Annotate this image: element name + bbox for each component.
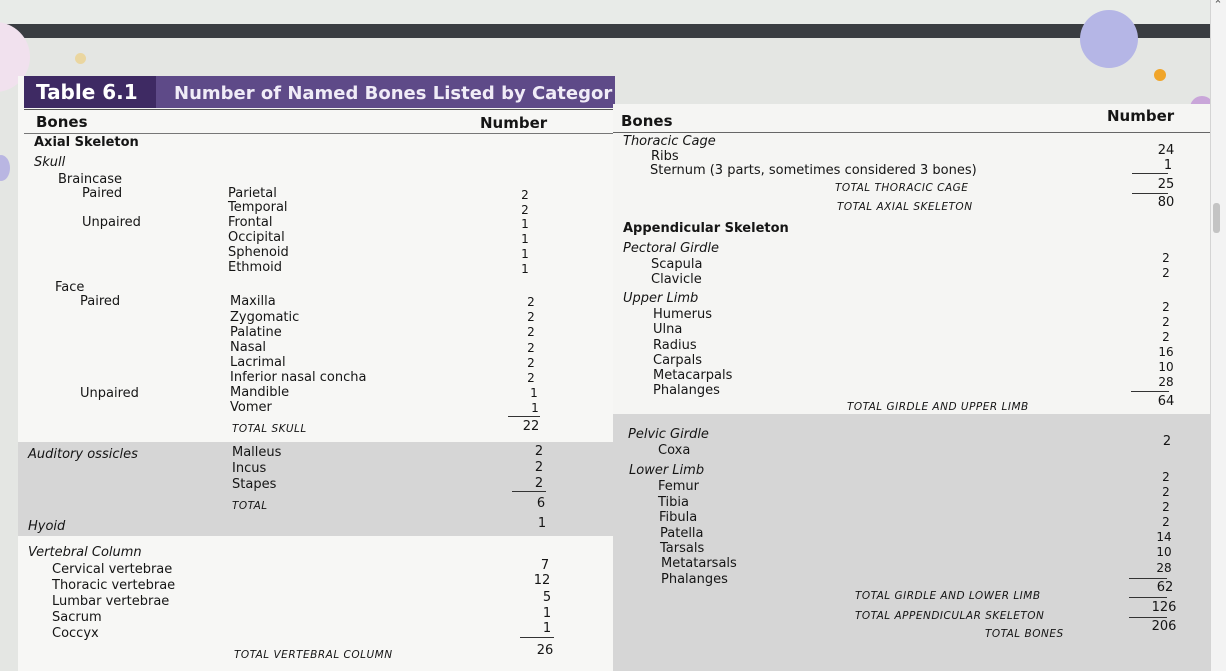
total-thoracic-label: TOTAL THORACIC CAGE [835, 182, 969, 194]
top-band [0, 0, 1210, 24]
bone-count: 1 [542, 606, 552, 621]
bone-name: Thoracic vertebrae [52, 578, 176, 593]
total-appendicular-label: TOTAL APPENDICULAR SKELETON [855, 610, 1045, 622]
bone-name: Cervical vertebrae [52, 562, 173, 577]
total-appendicular-count: 126 [1151, 600, 1177, 615]
sum-rule [1132, 173, 1168, 174]
bone-name: Sacrum [52, 610, 102, 625]
bone-count: 2 [534, 476, 544, 491]
bone-name: Malleus [232, 445, 282, 460]
total-upper-count: 64 [1157, 394, 1175, 409]
bone-count: 2 [1162, 515, 1170, 529]
total-bones-label: TOTAL BONES [985, 628, 1064, 640]
scrollbar-thumb[interactable] [1213, 203, 1220, 233]
bone-name: Frontal [228, 215, 273, 230]
bone-name: Metacarpals [653, 368, 733, 383]
bone-count: 1 [521, 232, 529, 246]
bone-count: 10 [1158, 360, 1174, 374]
label-braincase-unpaired: Unpaired [82, 215, 141, 230]
bone-name: Humerus [653, 307, 713, 322]
bone-count: 2 [1162, 266, 1170, 280]
bone-name: Coxa [658, 443, 691, 458]
bone-count: 2 [527, 295, 535, 309]
bone-count: 2 [1162, 300, 1170, 314]
bone-name: Stapes [232, 477, 277, 492]
bone-count: 1 [521, 262, 529, 276]
sum-rule [1129, 578, 1167, 579]
bone-name: Clavicle [651, 272, 702, 287]
bone-count: 1 [530, 386, 538, 400]
total-vertebral-label: TOTAL VERTEBRAL COLUMN [234, 649, 393, 661]
label-braincase-paired: Paired [82, 186, 123, 201]
header-bones: Bones [36, 113, 88, 131]
bone-count: 1 [521, 217, 529, 231]
bone-count: 2 [527, 341, 535, 355]
bone-count: 2 [534, 444, 544, 459]
decor-circle-lilac [0, 155, 10, 181]
bone-count: 2 [1162, 434, 1172, 449]
total-upper-label: TOTAL GIRDLE AND UPPER LIMB [847, 401, 1029, 413]
bone-name: Inferior nasal concha [230, 370, 367, 385]
total-skull-label: TOTAL SKULL [232, 423, 307, 435]
bone-count: 2 [1162, 330, 1170, 344]
total-lower-label: TOTAL GIRDLE AND LOWER LIMB [855, 590, 1041, 602]
bone-name: Ribs [651, 149, 679, 164]
bone-count: 24 [1157, 143, 1175, 158]
sum-rule [1132, 193, 1168, 194]
label-braincase: Braincase [58, 172, 122, 187]
bone-name: Sphenoid [228, 245, 289, 260]
bone-count: 2 [527, 371, 535, 385]
bone-count: 2 [534, 460, 544, 475]
bone-name: Phalanges [661, 572, 728, 587]
bone-name: Lacrimal [230, 355, 286, 370]
total-bones-count: 206 [1151, 619, 1177, 634]
bone-count: 2 [521, 188, 529, 202]
bone-name: Vomer [230, 400, 272, 415]
header-number: Number [1107, 107, 1175, 125]
bone-name: Temporal [228, 200, 288, 215]
bone-count: 1 [542, 621, 552, 636]
bone-count: 2 [527, 310, 535, 324]
bone-name: Mandible [230, 385, 290, 400]
bone-name: Carpals [653, 353, 702, 368]
bone-count: 2 [521, 203, 529, 217]
decor-dot-orange [1154, 69, 1166, 81]
bone-count: 1 [531, 401, 539, 415]
bone-name: Tibia [658, 495, 689, 510]
bone-count: 2 [1162, 470, 1170, 484]
bone-name: Occipital [228, 230, 285, 245]
bone-name: Nasal [230, 340, 267, 355]
label-face-paired: Paired [80, 294, 121, 309]
heading-axial: Axial Skeleton [34, 135, 139, 150]
scroll-up-arrow-icon[interactable]: ⌃ [1213, 0, 1223, 11]
bone-count: 2 [527, 356, 535, 370]
bone-name: Ulna [653, 322, 683, 337]
table-title: Number of Named Bones Listed by Categor [174, 83, 613, 104]
heading-pelvic: Pelvic Girdle [628, 427, 709, 442]
bone-count: 7 [540, 558, 550, 573]
heading-ossicles: Auditory ossicles [28, 447, 138, 462]
sum-rule [1129, 597, 1167, 598]
heading-skull: Skull [34, 155, 66, 170]
sum-rule [1131, 391, 1169, 392]
hyoid-count: 1 [537, 516, 547, 531]
bone-count: 2 [1162, 500, 1170, 514]
bone-count: 28 [1158, 375, 1174, 389]
bone-name: Ethmoid [228, 260, 283, 275]
header-bones: Bones [621, 112, 673, 130]
bone-name: Patella [660, 526, 704, 541]
bone-count: 5 [542, 590, 552, 605]
bone-count: 1 [521, 247, 529, 261]
label-face-unpaired: Unpaired [80, 386, 139, 401]
bone-count: 1 [1163, 158, 1173, 173]
vertical-scrollbar[interactable] [1210, 0, 1226, 671]
header-rule-bottom [613, 132, 1210, 133]
total-axial-count: 80 [1157, 195, 1175, 210]
heading-thoracic: Thoracic Cage [623, 134, 716, 149]
bone-count: 16 [1158, 345, 1174, 359]
table-number: Table 6.1 [24, 76, 156, 108]
total-lower-count: 62 [1156, 580, 1174, 595]
heading-lower-limb: Lower Limb [629, 463, 705, 478]
bone-name: Femur [658, 479, 700, 494]
bone-name: Parietal [228, 186, 277, 201]
decor-circle-blue [1080, 10, 1138, 68]
bone-name: Zygomatic [230, 310, 300, 325]
bone-name: Lumbar vertebrae [52, 594, 170, 609]
table-page-right [613, 104, 1210, 671]
bone-count: 12 [533, 573, 551, 588]
total-ossicles-count: 6 [536, 496, 546, 511]
bone-count: 2 [527, 325, 535, 339]
sum-rule [512, 491, 546, 492]
bone-count: 2 [1162, 315, 1170, 329]
total-ossicles-label: TOTAL [232, 500, 268, 512]
total-skull-count: 22 [522, 419, 540, 434]
top-dark-bar [0, 24, 1210, 38]
heading-hyoid: Hyoid [28, 519, 66, 534]
total-vertebral-count: 26 [536, 643, 554, 658]
decor-dot-yellow [75, 53, 86, 64]
header-number: Number [480, 114, 548, 132]
total-axial-label: TOTAL AXIAL SKELETON [837, 201, 973, 213]
bone-name: Sternum (3 parts, sometimes considered 3 bones) [650, 163, 977, 178]
heading-pectoral: Pectoral Girdle [623, 241, 719, 256]
sum-rule [520, 637, 554, 638]
header-rule-bottom [24, 133, 615, 134]
sum-rule [1129, 617, 1167, 618]
bone-name: Coccyx [52, 626, 99, 641]
heading-vertebral: Vertebral Column [28, 545, 142, 560]
header-rule-top [24, 109, 615, 110]
bone-name: Tarsals [660, 541, 705, 556]
bone-name: Metatarsals [661, 556, 737, 571]
bone-count: 14 [1156, 530, 1172, 544]
sum-rule [508, 416, 540, 417]
heading-appendicular: Appendicular Skeleton [623, 221, 789, 236]
bone-count: 2 [1162, 251, 1170, 265]
bone-name: Scapula [651, 257, 703, 272]
bone-name: Radius [653, 338, 697, 353]
bone-name: Fibula [659, 510, 698, 525]
bone-name: Incus [232, 461, 267, 476]
label-face: Face [55, 280, 85, 295]
heading-upper-limb: Upper Limb [623, 291, 699, 306]
bone-name: Phalanges [653, 383, 720, 398]
total-thoracic-count: 25 [1157, 177, 1175, 192]
bone-count: 2 [1162, 485, 1170, 499]
table-page-left [18, 76, 615, 671]
bone-name: Maxilla [230, 294, 276, 309]
bone-name: Palatine [230, 325, 282, 340]
bone-count: 10 [1156, 545, 1172, 559]
bone-count: 28 [1156, 561, 1172, 575]
